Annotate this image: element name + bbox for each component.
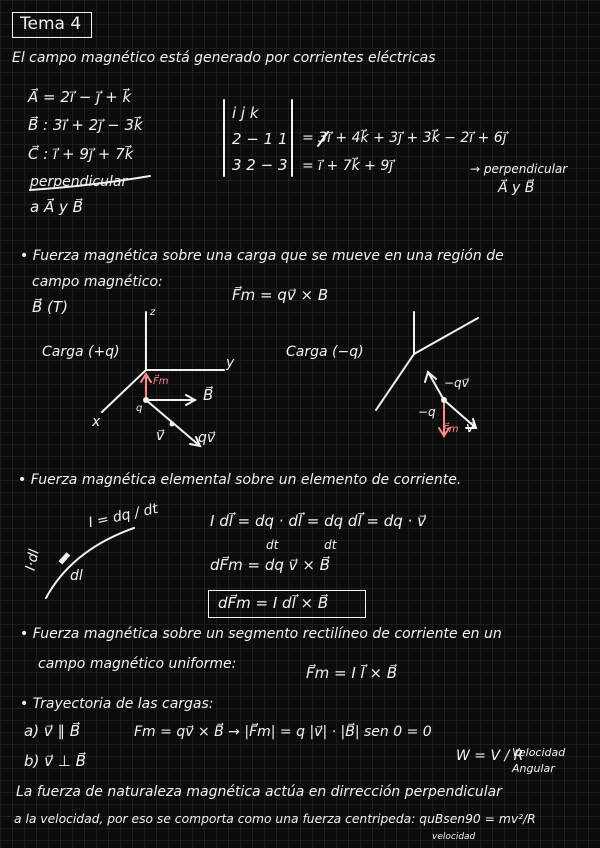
paragraph-line-2: a la velocidad, por eso se comporta como una fuerza centripeda: quBsen90 = mv²/R bbox=[14, 812, 536, 826]
section3-title-2: campo magnético uniforme: bbox=[38, 656, 237, 672]
neg-v-vector bbox=[444, 400, 476, 428]
paragraph-line-1: La fuerza de naturaleza magnética actúa en dirrección perpendicular bbox=[16, 784, 502, 800]
carga-positive-label: Carga (+q) bbox=[42, 344, 120, 360]
section3-title: • Fuerza magnética sobre un segmento rectilíneo de corriente en un bbox=[20, 626, 502, 642]
section4-title: • Trayectoria de las cargas: bbox=[20, 696, 214, 712]
charge-dot-positive bbox=[143, 397, 149, 403]
section1-title-2: campo magnético: bbox=[32, 274, 163, 290]
section2-title: • Fuerza magnética elemental sobre un elemento de corriente. bbox=[18, 472, 462, 488]
idl-label: I·dl bbox=[22, 547, 43, 573]
current-wire bbox=[46, 528, 134, 598]
case-perpendicular: b) v⃗ ⊥ B⃗ bbox=[24, 752, 86, 770]
vector-b: B⃗ : 3i⃗ + 2j⃗ − 3k⃗ bbox=[28, 116, 143, 134]
v-label-negative: v⃗ bbox=[466, 420, 475, 436]
neg-qv-vector bbox=[428, 372, 444, 400]
z-axis-label: z bbox=[150, 307, 156, 318]
det-row-2: 2 − 1 1 bbox=[232, 130, 288, 148]
y-axis-label: y bbox=[226, 355, 235, 371]
element-segment bbox=[58, 552, 70, 564]
case-parallel-eq: Fm = qv⃗ × B⃗ → |F⃗m| = q |v⃗| · |B⃗| sen 0 = 0 bbox=[134, 724, 432, 740]
perpendicular-label-2: a A⃗ y B⃗ bbox=[30, 198, 83, 216]
boxed-formula: dF⃗m = I dl⃗ × B⃗ bbox=[218, 594, 329, 612]
q-label: q bbox=[136, 403, 143, 414]
x-axis-label: x bbox=[92, 414, 101, 430]
force-formula: F⃗m = qv⃗ × B bbox=[232, 286, 329, 304]
segment-formula: F⃗m = I l⃗ × B⃗ bbox=[306, 664, 398, 682]
vector-c: C⃗ : i⃗ + 9j⃗ + 7k⃗ bbox=[28, 145, 134, 163]
neg-axis-right bbox=[414, 318, 478, 354]
b-unit: B⃗ (T) bbox=[32, 298, 68, 316]
charge-dot-negative bbox=[441, 397, 447, 403]
angular-velocity-note-2: Angular bbox=[512, 762, 555, 775]
det-result-1: = 3i⃗ + 4k⃗ + 3j⃗ + 3k⃗ − 2i⃗ + 6j⃗ bbox=[302, 130, 507, 146]
qv-label: qv⃗ bbox=[198, 430, 216, 446]
fm-label-negative: F⃗m bbox=[443, 424, 459, 435]
perpendicular-underline bbox=[30, 176, 150, 190]
velocity-note: velocidad bbox=[432, 832, 476, 842]
angular-velocity-formula: W = V / R bbox=[456, 748, 524, 764]
page-title: Tema 4 bbox=[20, 14, 82, 34]
fm-label-positive: F⃗m bbox=[153, 376, 169, 387]
b-label: B⃗ bbox=[203, 386, 214, 404]
dl-label: dl bbox=[70, 568, 83, 584]
det-strike bbox=[318, 132, 328, 146]
vector-a: A⃗ = 2i⃗ − j⃗ + k⃗ bbox=[28, 88, 132, 106]
v-label: v⃗ bbox=[156, 428, 165, 444]
current-definition: I = dq / dt bbox=[87, 500, 160, 532]
case-parallel: a) v⃗ ∥ B⃗ bbox=[24, 722, 81, 740]
neg-axis-left bbox=[376, 354, 414, 410]
carga-negative-label: Carga (−q) bbox=[286, 344, 364, 360]
differential-force: dF⃗m = dq v⃗ × B⃗ bbox=[210, 556, 330, 574]
det-arrow-note: → perpendicular bbox=[470, 162, 568, 176]
section1-title: • Fuerza magnética sobre una carga que se mueve en una región de bbox=[20, 248, 504, 264]
element-equation: I dl⃗ = dq · dl⃗ = dq dl⃗ = dq · v⃗ bbox=[210, 512, 426, 530]
v-tip-dot bbox=[170, 422, 175, 427]
element-equation-den: dt dt bbox=[266, 538, 337, 552]
det-result-2: = i⃗ + 7k⃗ + 9j⃗ bbox=[302, 158, 394, 174]
intro-text: El campo magnético está generado por corrientes eléctricas bbox=[12, 50, 436, 66]
neg-qv-label: −qv⃗ bbox=[444, 376, 469, 390]
perpendicular-label: perpendicular bbox=[30, 174, 128, 190]
neg-q-label: −q bbox=[418, 405, 436, 419]
x-axis bbox=[102, 370, 146, 412]
angular-velocity-note-1: Velocidad bbox=[512, 746, 566, 759]
det-row-3: 3 2 − 3 bbox=[232, 156, 288, 174]
det-arrow-note-2: A⃗ y B⃗ bbox=[498, 180, 535, 196]
det-row-1: i j k bbox=[232, 104, 259, 122]
